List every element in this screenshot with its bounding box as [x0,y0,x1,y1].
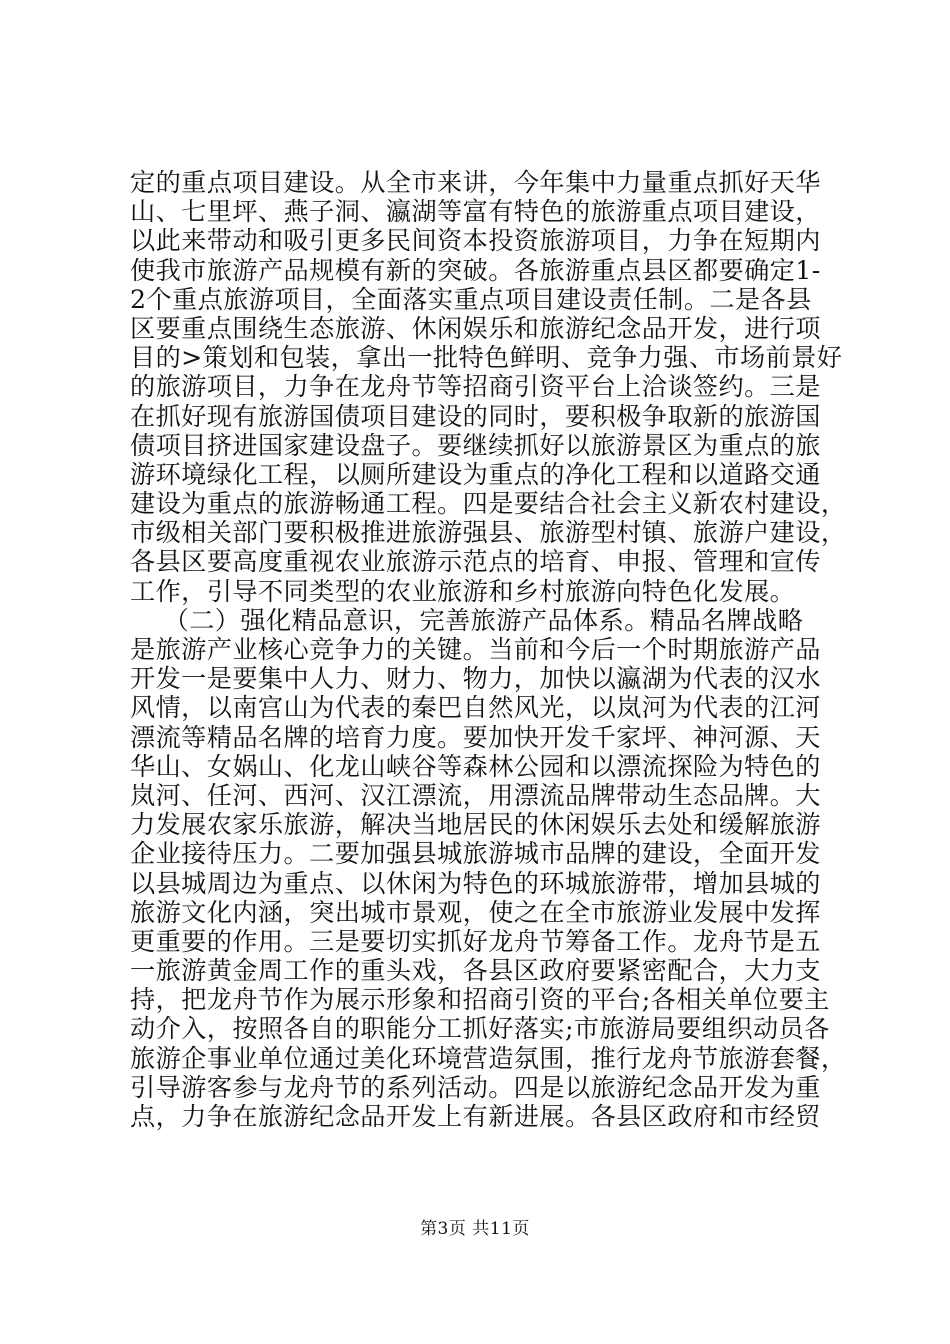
text-line: 更重要的作用。三是要切实抓好龙舟节筹备工作。龙舟节是五 [130,926,821,956]
text-line: 开发一是要集中人力、财力、物力，加快以瀛湖为代表的汉水 [130,664,821,694]
text-line: 工作，引导不同类型的农业旅游和乡村旅游向特色化发展。 [130,576,796,606]
text-line: 山、七里坪、燕子洞、瀛湖等富有特色的旅游重点项目建设， [130,197,821,227]
text-line: 引导游客参与龙舟节的系列活动。四是以旅游纪念品开发为重 [130,1072,821,1102]
text-line: 在抓好现有旅游国债项目建设的同时，要积极争取新的旅游国 [130,401,821,431]
text-line: 各县区要高度重视农业旅游示范点的培育、申报、管理和宣传 [130,547,821,577]
text-line: 以县城周边为重点、以休闲为特色的环城旅游带，增加县城的 [130,868,821,898]
text-line: 的旅游项目，力争在龙舟节等招商引资平台上洽谈签约。三是 [130,372,821,402]
text-line: 漂流等精品名牌的培育力度。要加快开发千家坪、神河源、天 [130,722,821,752]
text-line: 岚河、任河、西河、汉江漂流，用漂流品牌带动生态品牌。大 [130,780,821,810]
text-line: 华山、女娲山、化龙山峡谷等森林公园和以漂流探险为特色的 [130,751,821,781]
text-line: 市级相关部门要积极推进旅游强县、旅游型村镇、旅游户建设， [130,518,847,548]
text-line: 是旅游产业核心竞争力的关键。当前和今后一个时期旅游产品 [130,635,821,664]
text-line: 2个重点旅游项目，全面落实重点项目建设责任制。二是各县 [130,284,812,314]
text-line: 风情，以南宫山为代表的秦巴自然风光，以岚河为代表的江河 [130,693,821,723]
text-line: 一旅游黄金周工作的重头戏，各县区政府要紧密配合，大力支 [130,956,821,986]
text-line: 使我市旅游产品规模有新的突破。各旅游重点县区都要确定1- [130,255,821,285]
text-line: 旅游企事业单位通过美化环境营造氛围，推行龙舟节旅游套餐， [130,1043,847,1073]
text-line: 旅游文化内涵，突出城市景观，使之在全市旅游业发展中发挥 [130,897,821,927]
text-line: 力发展农家乐旅游，解决当地居民的休闲娱乐去处和缓解旅游 [130,810,821,840]
page-number-footer: 第3页 共11页 [420,1219,530,1239]
text-line: 以此来带动和吸引更多民间资本投资旅游项目，力争在短期内 [130,226,821,256]
document-body [130,168,847,1131]
text-line: 目的>策划和包装，拿出一批特色鲜明、竞争力强、市场前景好 [130,343,843,373]
text-line: 债项目挤进国家建设盘子。要继续抓好以旅游景区为重点的旅 [130,430,821,460]
text-line: 持，把龙舟节作为展示形象和招商引资的平台;各相关单位要主 [130,985,830,1015]
text-line: 游环境绿化工程，以厕所建设为重点的净化工程和以道路交通 [130,459,821,489]
text-line: 定的重点项目建设。从全市来讲，今年集中力量重点抓好天华 [130,168,821,197]
text-line: 动介入，按照各自的职能分工抓好落实;市旅游局要组织动员各 [130,1014,830,1044]
text-line: 建设为重点的旅游畅通工程。四是要结合社会主义新农村建设， [130,489,847,519]
text-line: 区要重点围绕生态旅游、休闲娱乐和旅游纪念品开发，进行项 [130,313,821,343]
text-line: （二）强化精品意识，完善旅游产品体系。精品名牌战略 [130,605,804,635]
text-line: 点，力争在旅游纪念品开发上有新进展。各县区政府和市经贸 [130,1102,821,1131]
text-line: 企业接待压力。二要加强县城旅游城市品牌的建设，全面开发 [130,839,821,869]
